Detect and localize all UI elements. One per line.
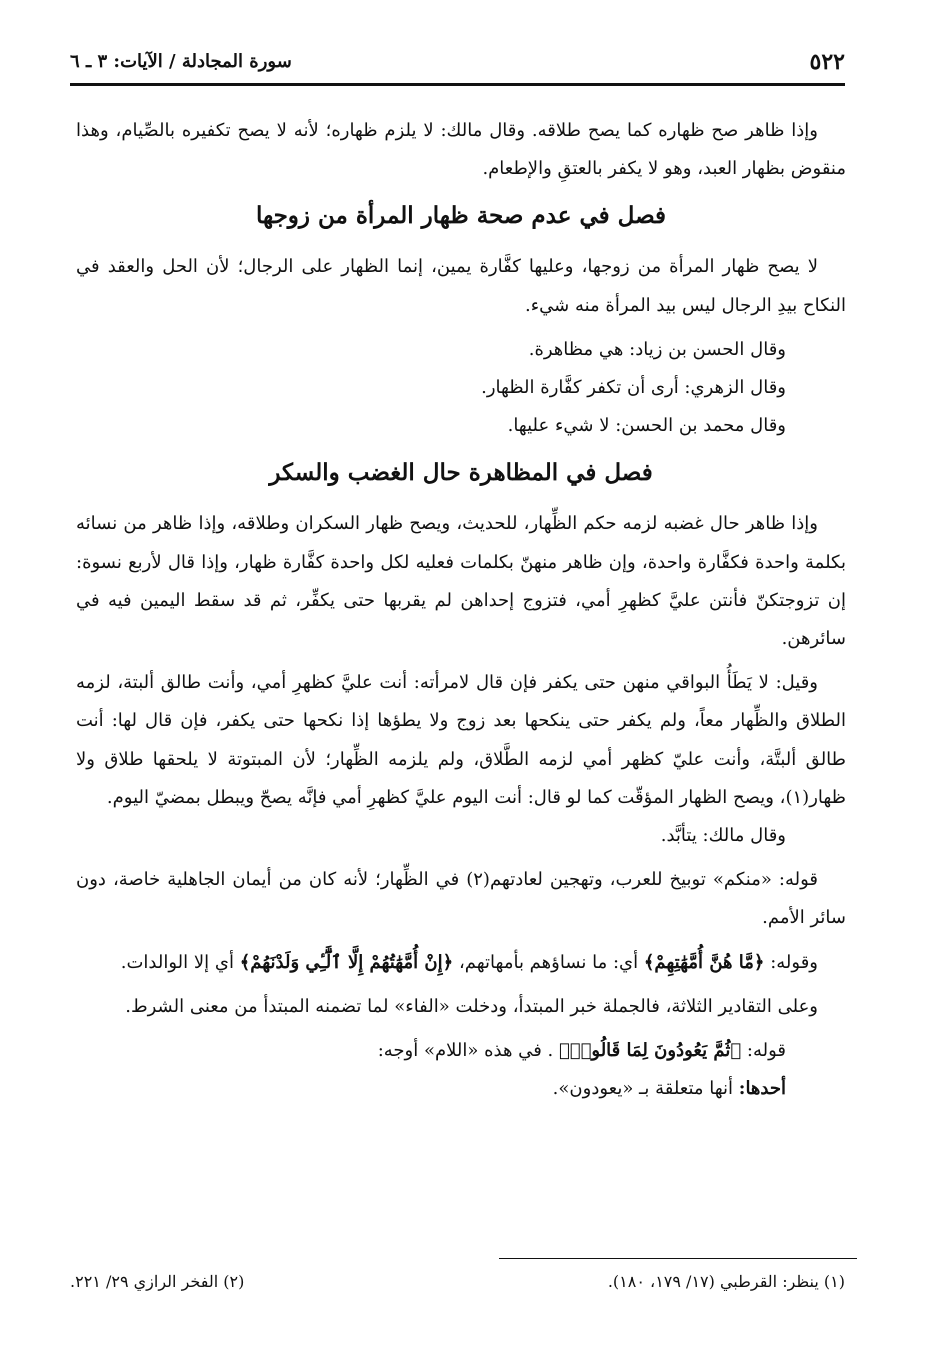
footnote-divider [499, 1258, 857, 1259]
point-label: أحدها: [738, 1078, 786, 1100]
quote-line: وقال مالك: يتأبَّد. [660, 825, 786, 847]
page-number: ٥٢٢ [809, 48, 845, 75]
quran-verse: ﴿مَّا هُنَّ أُمَّهَٰتِهِمْ﴾ [643, 951, 765, 973]
text-segment: أي إلا الوالدات. [120, 951, 234, 973]
quote-line: وقال الحسن بن زياد: هي مظاهرة. [528, 338, 786, 360]
page-body [76, 112, 846, 1108]
enumerated-point [76, 1070, 846, 1108]
footnotes [70, 1272, 845, 1291]
quote-line: وقال الزهري: أرى أن تكفر كفَّارة الظهار. [481, 377, 786, 399]
section-heading: فصل في عدم صحة ظهار المرأة من زوجها [255, 202, 667, 230]
paragraph: وقيل: لا يَطَأُ البواقي منهن حتى يكفر فإن قال لامرأته: أنت عليَّ كظهرِ أمي، وأنت طالق ألبتة، لزمه الطلاق والظِّهار معاً، ولم يكفر حتى ينكحها بعد زوج ولا يطؤها إذا نكحها حتى يكفر، فإن قال لها: أنت طالق ألبتَّة، وأنت عليّ كظهر أمي لزمه الطَّلاق، ولم يلزمه الظِّهار؛ لأن المبتوتة لا يلحقها طلاق ولا ظهار(١)، ويصح الظهار المؤقّت كما لو قال: أنت اليوم عليَّ كظهرِ أمي فإنَّه يصحّ ويبطل بمضيّ اليوم. [76, 672, 846, 808]
paragraph-with-verse [76, 1032, 846, 1070]
running-title: سورة المجادلة / الآيات: ٣ ـ ٦ [70, 51, 292, 72]
footnote-2: (٢) الفخر الرازي ٢٩/ ٢٢١. [70, 1272, 245, 1291]
point-text: أنها متعلقة بـ «يعودون». [552, 1078, 734, 1100]
text-segment: وقوله: [770, 951, 818, 973]
footnote-1: (١) ينظر: القرطبي (١٧/ ١٧٩، ١٨٠). [607, 1272, 845, 1291]
section-heading: فصل في المظاهرة حال الغضب والسكر [269, 459, 653, 487]
paragraph: قوله: «منكم» توبيخ للعرب، وتهجين لعادتهم(٢) في الظِّهار؛ لأنه كان من أيمان الجاهلية خاصة، دون سائر الأمم. [76, 869, 846, 929]
paragraph: وإذا ظاهر حال غضبه لزمه حكم الظِّهار، للحديث، ويصح ظهار السكران وطلاقه، وإذا ظاهر من نسائه بكلمة واحدة فكفَّارة واحدة، وإن ظاهر منهنّ بكلمات فعليه لكل واحدة كفَّارة ظهار، وإذا قال لأربع نسوة: إن تزوجتكنّ فأنتن عليَّ كظهرِ أمي، فتزوج إحداهن لم يقربها حتى يكفِّر، ثم قد سقط اليمين فيه في سائرهن. [76, 513, 846, 650]
quran-verse: ﴿ثُمَّ يَعُودُونَ لِمَا قَالُوا۟﴾ [558, 1040, 742, 1062]
paragraph: وإذا ظاهر صح ظهاره كما يصح طلاقه. وقال مالك: لا يلزم ظهاره؛ لأنه لا يصح تكفيره بالصِّيام، وهذا منقوض بظهار العبد، وهو لا يكفر بالعتقِ والإطعام. [76, 120, 846, 180]
text-segment: أي: ما نساؤهم بأمهاتهم، [458, 951, 639, 973]
running-header [70, 40, 845, 86]
paragraph: لا يصح ظهار المرأة من زوجها، وعليها كفَّارة يمين، إنما الظهار على الرجال؛ لأن الحل والعقد في النكاح بيدِ الرجال ليس بيد المرأة منه شيء. [76, 256, 846, 316]
quote-line: وقال محمد بن الحسن: لا شيء عليها. [507, 415, 786, 437]
quran-verse: ﴿إِنْ أُمَّهَٰتُهُمْ إِلَّا ٱلَّٰٓـِٔي وَلَدْنَهُمْ﴾ [239, 951, 454, 973]
paragraph: وعلى التقادير الثلاثة، فالجملة خبر المبتدأ، ودخلت «الفاء» لما تضمنه المبتدأ من معنى الشرط. [125, 995, 818, 1017]
text-segment: قوله: [746, 1040, 786, 1062]
text-segment: . في هذه «اللام» أوجه: [377, 1040, 554, 1062]
paragraph-with-verses [76, 944, 846, 982]
